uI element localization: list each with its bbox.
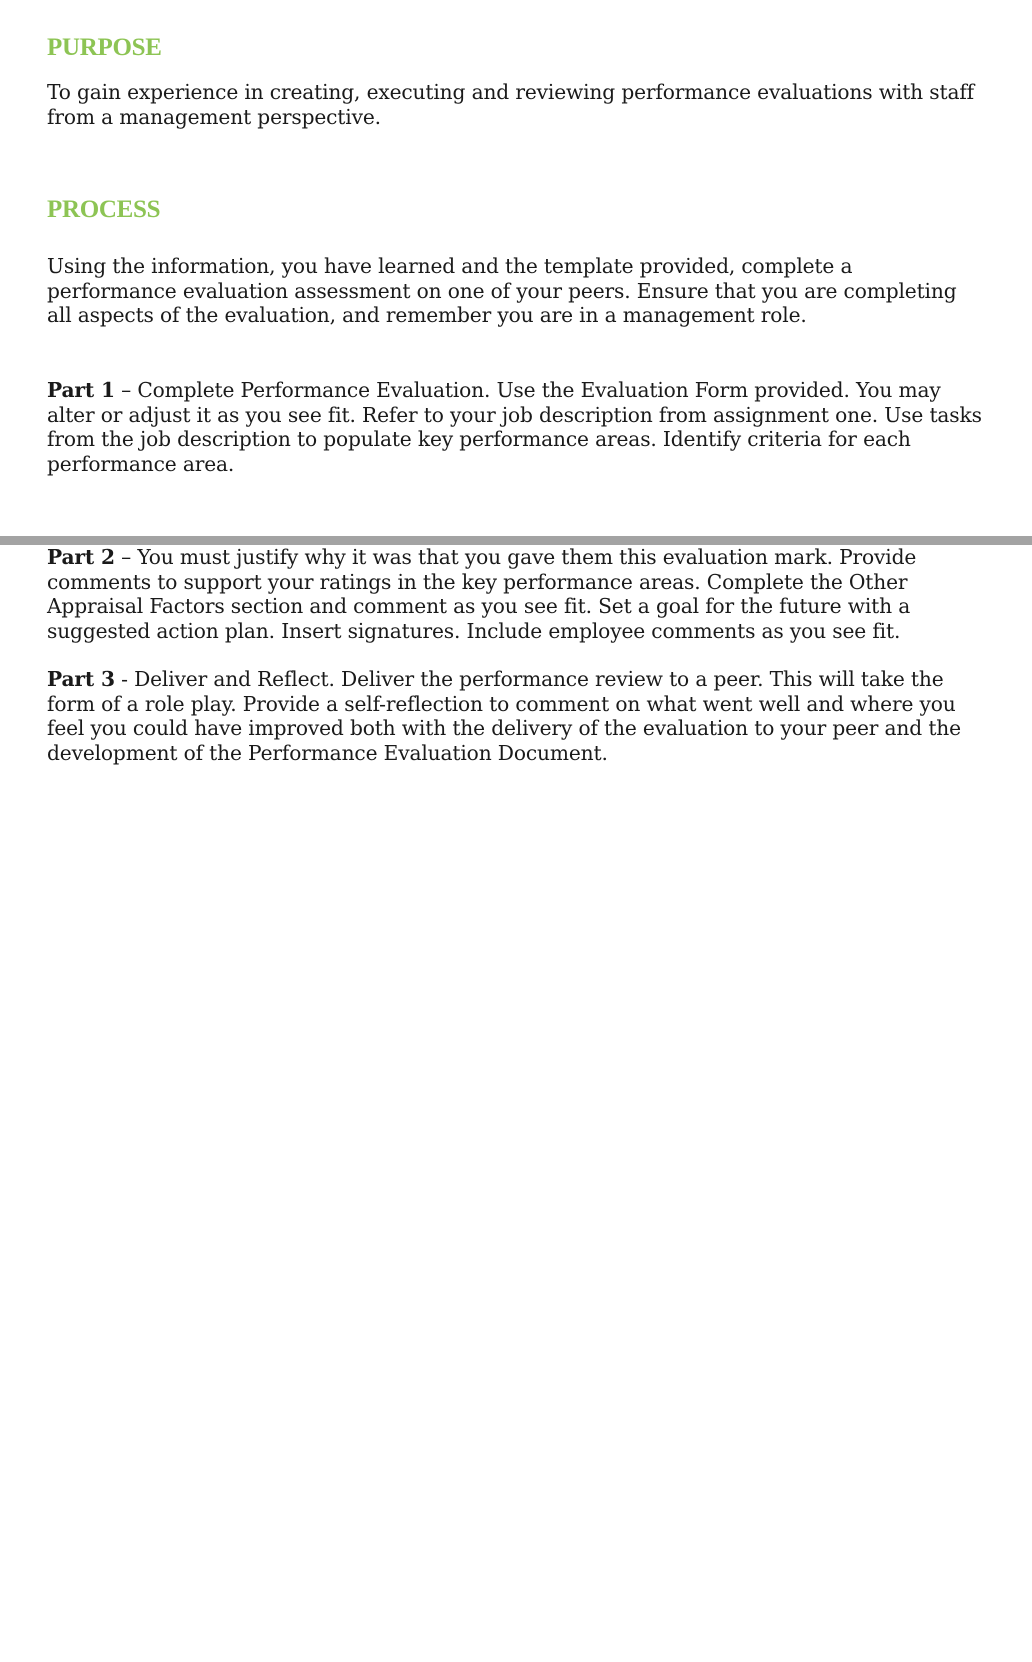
part-3-label: Part 3 [47, 667, 115, 691]
part-1-label: Part 1 [47, 378, 115, 402]
part-1-paragraph [47, 378, 982, 476]
part-1-separator: – [114, 378, 138, 402]
part-2-text: You must justify why it was that you gave them this evaluation mark. Provide comments to support your ratings in the key performance areas. Complete the Other Appraisal Factors section and comment as you see fit. Set a goal for the future with a suggested action plan. Insert signatures. Include employee comments as you see fit. [47, 545, 917, 643]
part-2-label: Part 2 [47, 545, 115, 569]
process-heading: PROCESS [47, 196, 161, 223]
part-2-paragraph [47, 545, 982, 643]
purpose-text: To gain experience in creating, executing and reviewing performance evaluations with staff from a management perspective. [47, 80, 974, 129]
purpose-heading: PURPOSE [47, 34, 162, 61]
part-3-text: Deliver and Reflect. Deliver the performance review to a peer. This will take the form of a role play. Provide a self-reflection to comment on what went well and where you feel you could have improved both with the delivery of the evaluation to your peer and the development of the Performance Evaluation Document. [47, 667, 961, 765]
part-1-text: Complete Performance Evaluation. Use the Evaluation Form provided. You may alter or adjust it as you see fit. Refer to your job description from assignment one. Use tasks from the job description to populate key performance areas. Identify criteria for each performance area. [47, 378, 982, 476]
part-3-paragraph [47, 667, 982, 765]
page-break-divider [0, 536, 1032, 545]
part-3-separator: - [114, 667, 135, 691]
part-2-separator: – [114, 545, 138, 569]
process-text: Using the information, you have learned and the template provided, complete a performance evaluation assessment on one of your peers. Ensure that you are completing all aspects of the evaluation, and remember you are in a management role. [47, 254, 957, 328]
